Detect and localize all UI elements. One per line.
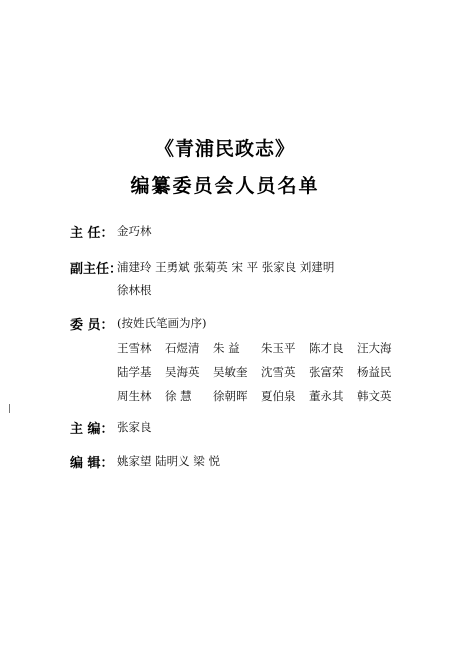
- member-name: 王雪林: [117, 341, 152, 355]
- member-name: 徐 慧: [165, 389, 192, 403]
- member-name: 夏伯泉: [261, 389, 296, 403]
- vice-director-names-line1: 浦建玲 王勇斌 张菊英 宋 平 张家良 刘建明: [117, 260, 335, 274]
- list-title: 编纂委员会人员名单: [130, 175, 320, 197]
- member-name: 吴敏奎: [213, 365, 248, 379]
- member-name: 石煜清: [165, 341, 200, 355]
- member-name: 韩文英: [357, 389, 392, 403]
- director-label: 主 任：: [70, 226, 114, 241]
- members-row: [117, 388, 405, 404]
- member-name: 徐朝晖: [213, 389, 248, 403]
- member-name: 沈雪英: [261, 365, 296, 379]
- vice-director-names-line2: 徐林根: [117, 283, 152, 297]
- chief-editor-label: 主 编：: [70, 422, 114, 437]
- member-name: 汪大海: [357, 341, 392, 355]
- vice-director-label: 副主任：: [70, 262, 123, 277]
- members-row: [117, 340, 405, 356]
- member-name: 董永其: [309, 389, 344, 403]
- member-name: 周生林: [117, 389, 152, 403]
- member-name: 杨益民: [357, 365, 392, 379]
- members-order-note: (按姓氏笔画为序): [117, 316, 207, 330]
- member-name: 张富荣: [309, 365, 344, 379]
- book-title: 《青浦民政志》: [154, 138, 295, 160]
- editors-names: 姚家望 陆明义 梁 悦: [117, 454, 220, 468]
- chief-editor-names: 张家良: [117, 420, 152, 434]
- member-name: 吴海英: [165, 365, 200, 379]
- member-name: 陈才良: [309, 341, 344, 355]
- member-name: 朱 益: [213, 341, 240, 355]
- editors-label: 编 辑：: [70, 456, 114, 471]
- director-names: 金巧林: [117, 224, 152, 238]
- member-name: 陆学基: [117, 365, 152, 379]
- members-label: 委 员：: [70, 318, 114, 333]
- scan-edge-mark: [9, 404, 10, 413]
- member-name: 朱玉平: [261, 341, 296, 355]
- members-row: [117, 364, 405, 380]
